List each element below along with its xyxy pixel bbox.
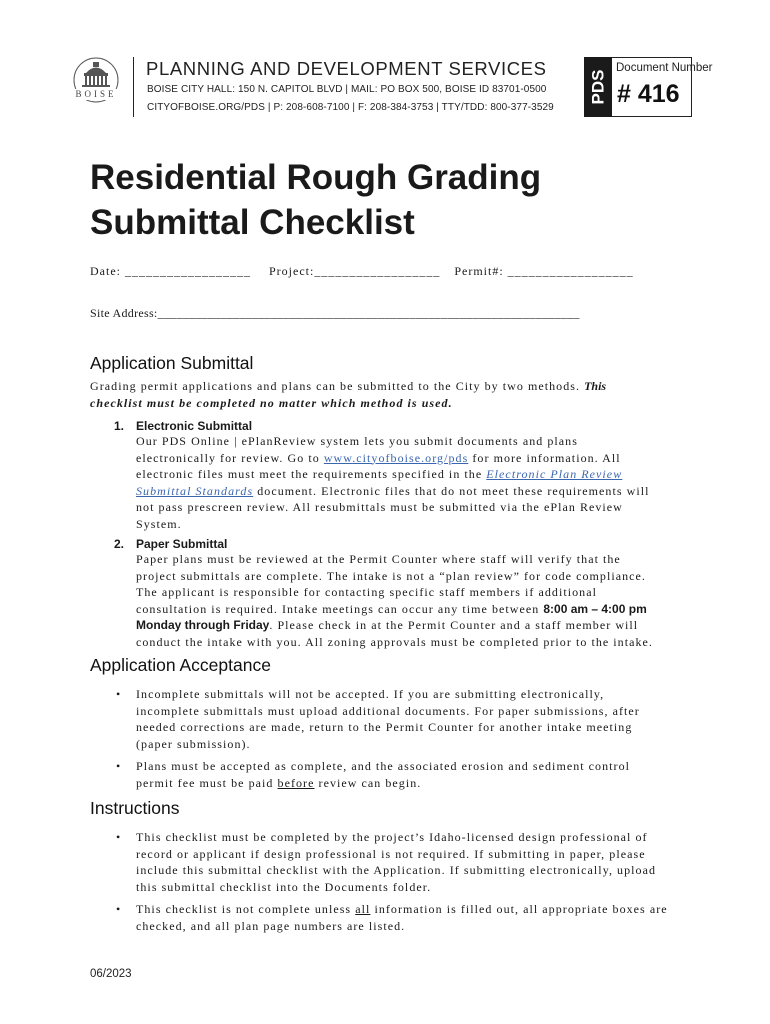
- text-line: electronic files must meet the requirements specified in the: [136, 467, 483, 482]
- title-line-2: Submittal Checklist: [90, 203, 415, 242]
- page-title: [90, 155, 541, 245]
- text-line: electronically for review. Go to: [136, 450, 320, 465]
- application-submittal-intro: [90, 378, 690, 411]
- contact-line: CITYOFBOISE.ORG/PDS | P: 208-608-7100 | F: 208-384-3753 | TTY/TDD: 800-377-3529: [147, 102, 554, 113]
- office-days: Monday through Friday: [136, 618, 270, 633]
- text-line: not pass prescreen review. All resubmittals must be submitted via the ePlan Review: [136, 500, 623, 515]
- paper-submittal-body: [136, 551, 706, 651]
- item-title-paper-submittal: Paper Submittal: [136, 537, 228, 551]
- item-number: 1.: [114, 419, 125, 433]
- bullet: •: [116, 830, 121, 844]
- permit-field[interactable]: Permit#: __________________: [454, 264, 634, 278]
- pds-label: PDS: [588, 69, 607, 105]
- text-line: This checklist must be completed by the project’s Idaho-licensed design professional of: [136, 830, 648, 844]
- text-line: Paper plans must be reviewed at the Permit Counter where staff will verify that the: [136, 552, 621, 566]
- project-field[interactable]: Project:__________________: [269, 264, 441, 278]
- all-emphasis: all: [355, 902, 371, 916]
- bullet: •: [116, 687, 121, 701]
- text-line: conduct the intake with you. All zoning approvals must be completed prior to the intake.: [136, 634, 653, 649]
- date-field[interactable]: Date: __________________: [90, 264, 251, 278]
- text-line: . Please check in at the Permit Counter and a staff member will: [269, 618, 639, 633]
- text-line: incomplete submittals must upload additional documents. For paper submissions, after: [136, 703, 640, 718]
- org-name: PLANNING AND DEVELOPMENT SERVICES: [146, 58, 547, 79]
- text-line: needed corrections are made, return to the Permit Counter for another intake meeting: [136, 720, 633, 735]
- title-line-1: Residential Rough Grading: [90, 158, 542, 197]
- form-fields-row: [90, 264, 634, 279]
- site-address-field[interactable]: Site Address:___________________________________________________________________: [90, 306, 580, 320]
- electronic-submittal-body: [136, 433, 696, 533]
- text-line: document. Electronic files that do not meet these requirements will: [257, 483, 650, 498]
- section-heading-application-acceptance: Application Acceptance: [90, 655, 271, 675]
- bullet: •: [116, 902, 121, 916]
- instructions-bullet-2: [136, 901, 706, 934]
- intro-emphasis-1: This: [584, 379, 607, 393]
- logo-wordmark: BOISE: [75, 89, 117, 99]
- revision-date: 06/2023: [90, 968, 132, 980]
- text-line: project submittals are complete. The intake is not a “plan review” for code compliance.: [136, 568, 646, 583]
- text-line: for more information. All: [472, 450, 621, 465]
- text-line: (paper submission).: [136, 736, 251, 751]
- acceptance-bullet-2: [136, 758, 706, 791]
- acceptance-bullet-1: [136, 686, 706, 752]
- document-number-label: Document Number: [616, 62, 713, 74]
- eplan-standards-link-cont[interactable]: Submittal Standards: [136, 483, 254, 498]
- address-line: BOISE CITY HALL: 150 N. CAPITOL BLVD | MAIL: PO BOX 500, BOISE ID 83701-0500: [147, 84, 547, 95]
- city-logo: [68, 56, 124, 108]
- document-number: # 416: [617, 80, 680, 108]
- office-hours: 8:00 am – 4:00 pm: [543, 601, 647, 616]
- text-line: System.: [136, 516, 182, 531]
- item-title-electronic-submittal: Electronic Submittal: [136, 419, 253, 433]
- before-emphasis: before: [277, 775, 315, 790]
- intro-text: Grading permit applications and plans can be submitted to the City by two methods.: [90, 379, 581, 393]
- header-divider: [133, 57, 134, 117]
- eplan-standards-link[interactable]: Electronic Plan Review: [486, 467, 623, 482]
- text-line: information is filled out, all appropriate boxes are: [374, 902, 668, 916]
- text-line: Incomplete submittals will not be accepted. If you are submitting electronically,: [136, 687, 605, 701]
- item-number: 2.: [114, 537, 125, 551]
- section-heading-instructions: Instructions: [90, 798, 180, 818]
- text-line: this submittal checklist into the Documents folder.: [136, 879, 432, 894]
- instructions-bullet-1: [136, 829, 706, 895]
- pds-website-link[interactable]: www.cityofboise.org/pds: [323, 450, 469, 465]
- section-heading-application-submittal: Application Submittal: [90, 353, 254, 373]
- text-line: record or applicant if design professional is not required. If submitting in paper, please: [136, 846, 646, 861]
- text-line: The applicant is responsible for contacting specific staff members if additional: [136, 585, 597, 600]
- text-line: Our PDS Online | ePlanReview system lets you submit documents and plans: [136, 434, 578, 448]
- bullet: •: [116, 759, 121, 773]
- text-line: checked, and all plan page numbers are listed.: [136, 918, 406, 933]
- text-line: consultation is required. Intake meetings can occur any time between: [136, 601, 540, 616]
- intro-emphasis-2: checklist must be completed no matter which method is used.: [90, 395, 453, 410]
- text-line: include this submittal checklist with the Application. If submitting electronically, upload: [136, 863, 657, 878]
- text-line: Plans must be accepted as complete, and the associated erosion and sediment control: [136, 759, 631, 773]
- text-line: review can begin.: [318, 775, 422, 790]
- text-line: permit fee must be paid: [136, 775, 274, 790]
- text-line: This checklist is not complete unless: [136, 902, 352, 916]
